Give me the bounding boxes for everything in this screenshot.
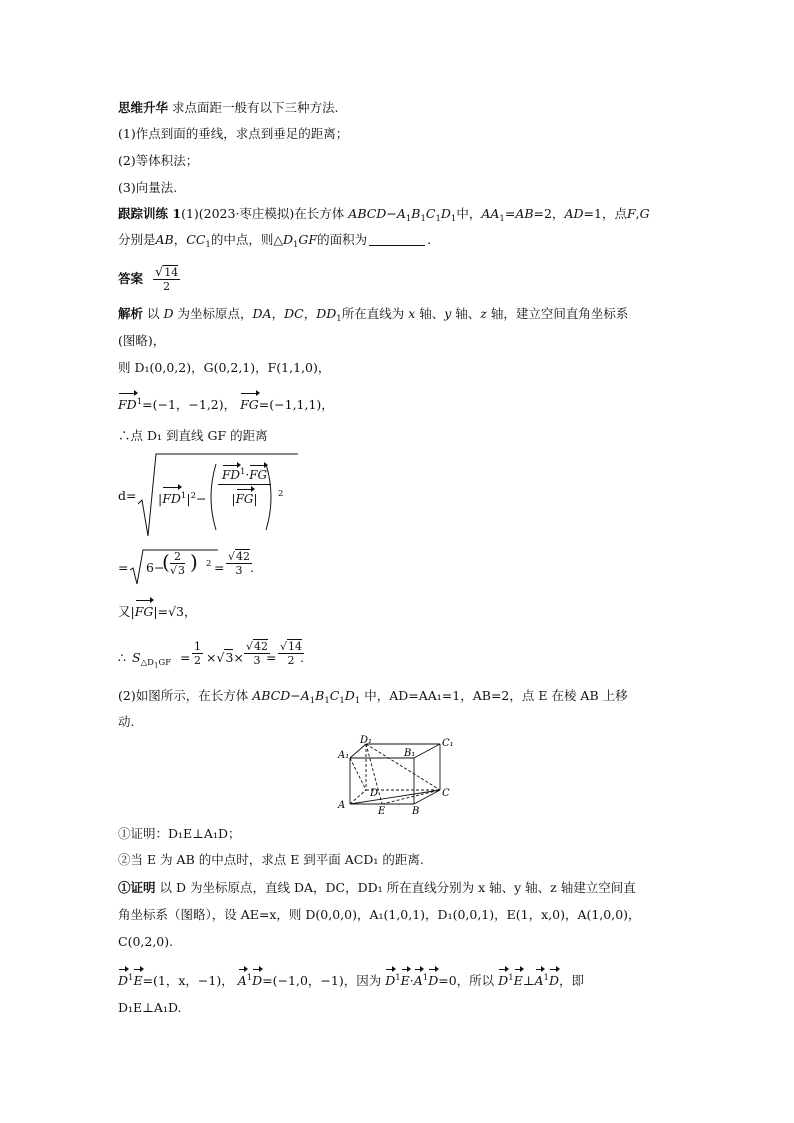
answer-label: 答案 [118, 271, 144, 286]
label-C: C [442, 788, 450, 799]
exercise-line-2: 分别是AB，$CC_1$的中点，则$\triangle D_1GF$的面积为 . [118, 232, 432, 250]
points-line: 则 D₁(0,0,2)，G(0,2,1)，F(1,1,0)， [118, 360, 331, 375]
analysis-line-2: (图略)， [118, 333, 166, 348]
part2-line-2: 动. [118, 714, 135, 729]
proof-line-2: 角坐标系（图略），设 AE=x，则 D(0,0,0)，A₁(1,0,1)，D₁(0,0,1)，E(1，x,0)，A(1,0,0)， [118, 907, 641, 922]
label-B: B [412, 806, 420, 814]
vector-line: $FD^1=(-1$，−1,2)， FG=(−1,1,1)， [118, 397, 334, 412]
label-B1: B₁ [404, 748, 416, 759]
label-E: E [378, 806, 386, 814]
answer-fraction: $\frac{√14}{2}$ [155, 265, 179, 293]
analysis-label: 解析 [118, 306, 144, 321]
distance-intro: ∴点 D₁ 到直线 GF 的距离 [118, 428, 268, 443]
analysis-line-1: 解析 以 D 为坐标原点，DA，DC，$DD_1$所在直线为 x 轴、y 轴、z 轴，建立空间直角坐标系 [118, 306, 629, 324]
exercise-heading: 跟踪训练 1 [118, 206, 182, 221]
question-1: ①证明：D₁E⊥A₁D； [118, 826, 241, 841]
method-3: (3)向量法. [118, 180, 178, 195]
document-page: 思维升华 求点面距一般有以下三种方法. (1)作点到面的垂线，求点到垂足的距离； (2)等体积法； (3)向量法. 跟踪训练 1(1)(2023·枣庄模拟)在长方体 $ABCD-A_1B_1C_1D_1$中，$AA_1=AB=2$，AD=1，点F,G 分别是AB，$CC_1$的中点，则$\triangle D_1GF$的面积为 . 答案 $\frac{√14}{2}$ 解析 以 D 为坐标原点，DA，DC，$DD_1$所在直线为 x 轴、y 轴、z 轴，建立空间直角坐标系 (图略)， 则 D₁(0,0,2)，G(0,2,1)，F(1,1,0)， $FD^1=(-1$，−1,2)， FG=(−1,1,1)， ∴点 D₁ 到直线 GF 的距离 d= $|FD^1|^2-$ $\frac{FD^1\cdot FG}{|FG|}$ 2 = 6− ( $\frac{2}{√3}$ ) 2 = $\frac{√42}{3}$ . 又|FG|=√3， ∴ $S_{\triangle D_1GF}$ = $\frac{1}{2}$ ×√3× $\frac{√42}{3}$ = $\frac{√14}{2}$ . (2)如图所示，在长方体 $ABCD-A_1B_1C_1D_1$ 中，AD=AA₁=1，AB=2，点 E 在棱 AB 上移 动. A₁ D₁ B₁ C₁ A D E B C ①证明：D₁E⊥A₁D； ②当 E 为 AB 的中点时，求点 E 到平面 ACD₁ 的距离. ①证明 以 D 为坐标原点，直线 DA，DC，DD₁ 所在直线分别为 x 轴、y 轴、z 轴建立空间直 角坐标系（图略），设 AE=x，则 D(0,0,0)，A₁(1,0,1)，D₁(0,0,1)，E(1，x,0)，A(1,0,0)， C(0,2,0). $D^1E=(1$，x，−1)， $A^1D=(-1,0$，−1)，因为 $D^1E\cdot A^1D=0$，所以 $D^1E\perp A^1D$，即 D₁E⊥A₁D. [118, 100, 650, 1015]
proof-label: ①证明 [118, 880, 156, 895]
proof-conclusion: D₁E⊥A₁D. [118, 1000, 182, 1015]
label-D1: D₁ [360, 735, 373, 746]
exercise-line-1: 跟踪训练 1(1)(2023·枣庄模拟)在长方体 $ABCD-A_1B_1C_1D_1$中，$AA_1=AB=2$，AD=1，点F,G [118, 206, 650, 224]
summary-line [118, 100, 338, 116]
answer-line [118, 264, 180, 294]
vector-length-line: 又|FG|=√3， [118, 604, 197, 619]
label-D: D [370, 788, 379, 799]
label-A: A [338, 800, 346, 811]
label-C1: C₁ [442, 738, 454, 749]
part2-line-1: (2)如图所示，在长方体 $ABCD-A_1B_1C_1D_1$ 中，AD=AA₁=1，AB=2，点 E 在棱 AB 上移 [118, 688, 628, 706]
method-1: (1)作点到面的垂线，求点到垂足的距离； [118, 126, 349, 141]
proof-line-3: C(0,2,0). [118, 934, 174, 949]
label-A1: A₁ [338, 750, 350, 761]
method-2: (2)等体积法； [118, 153, 199, 168]
answer-blank [369, 233, 425, 246]
summary-text: 求点面距一般有以下三种方法. [172, 100, 339, 115]
question-2: ②当 E 为 AB 的中点时，求点 E 到平面 ACD₁ 的距离. [118, 852, 424, 867]
proof-line-1: ①证明 以 D 为坐标原点，直线 DA，DC，DD₁ 所在直线分别为 x 轴、y 轴、z 轴建立空间直 [118, 880, 636, 895]
proof-vector-line: $D^1E=(1$，x，−1)， $A^1D=(-1,0$，−1)，因为 $D^1E\cdot A^1D=0$，所以 $D^1E\perp A^1D$，即 [118, 973, 585, 988]
cuboid-figure [336, 734, 466, 814]
summary-heading: 思维升华 [118, 100, 169, 115]
